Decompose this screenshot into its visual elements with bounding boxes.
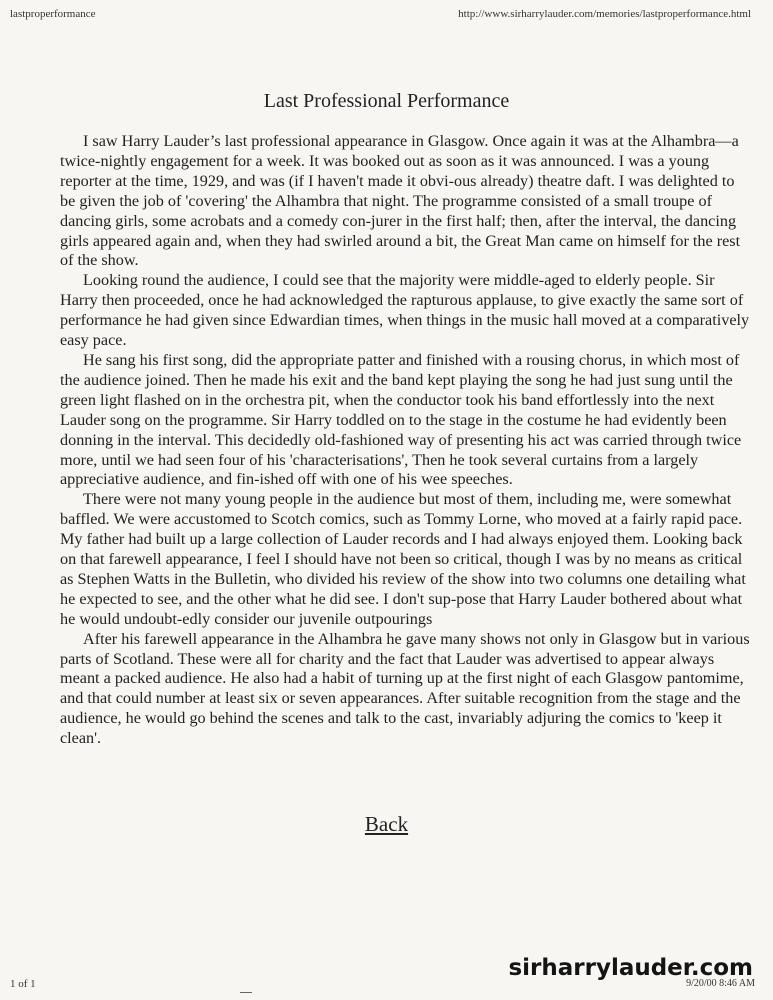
article-body — [60, 132, 752, 749]
paragraph-5: After his farewell appearance in the Alhambra he gave many shows not only in Glasgow but in various parts of Scotland. These were all for charity and the fact that Lauder was advertised to appear always meant a packed audience. He also had a habit of turning up at the first night of each Glasgow pantomime, and that could number at least six or seven appearances. After suitable recognition from the stage and the audience, he would go behind the scenes and talk to the cast, invariably adjuring the comics to 'keep it clean'. — [60, 629, 750, 748]
paragraph-2: Looking round the audience, I could see that the majority were middle-aged to elderly people. Sir Harry then proceeded, once he had acknowledged the rapturous applause, to give exactly the same sort of performance he had given since Edwardian times, when things in the music hall moved at a comparatively easy pace. — [60, 271, 750, 350]
paragraph-1: I saw Harry Lauder’s last professional appearance in Glasgow. Once again it was at the Alhambra—a twice-nightly engagement for a week. It was booked out as soon as it was announced. I was a young reporter at the time, 1929, and was (if I haven't made it obvi-ous already) theatre daft. I was delighted to be given the job of 'covering' the Alhambra that night. The programme consisted of a small troupe of dancing girls, some acrobats and a comedy con-jurer in the first half; then, after the interval, the dancing girls appeared again and, when they had swirled around a bit, the Great Man came on himself for the rest of the show. — [60, 132, 741, 270]
paragraph-3: He sang his first song, did the appropriate patter and finished with a rousing chorus, in which most of the audience joined. Then he made his exit and the band kept playing the song he had just sung until the green light flashed on in the orchestra pit, when the conductor took his band effortlessly into the next Lauder song on the programme. Sir Harry toddled on to the stage in the costume he had evidently been donning in the interval. This decidedly old-fashioned way of presenting his act was carried through twice more, until we had seen four of his 'characterisations', Then he took several curtains from a largely appreciative audience, and fin-ished off with one of his wee speeches. — [60, 350, 742, 489]
back-link[interactable]: Back — [364, 812, 409, 836]
print-header-title: lastproperformance — [10, 8, 96, 20]
site-watermark: sirharrylauder.com — [508, 955, 753, 981]
print-header-url: http://www.sirharrylauder.com/memories/lastproperformance.html — [458, 8, 751, 20]
footer-divider — [240, 992, 252, 993]
page-count: 1 of 1 — [10, 978, 36, 990]
paragraph-4: There were not many young people in the audience but most of them, including me, were somewhat baffled. We were accustomed to Scotch comics, such as Tommy Lorne, who moved at a fairly rapid pace. My father had built up a large collection of Lauder records and I had always enjoyed them. Looking back on that farewell appearance, I feel I should have not been so critical, though I was by no means as critical as Stephen Watts in the Bulletin, who divided his review of the show into two columns one detailing what he expected to see, and the other what he did see. I don't sup-pose that Harry Lauder bothered about what he would undoubt-edly consider our juvenile outpourings — [60, 490, 746, 628]
page-title: Last Professional Performance — [263, 90, 510, 112]
print-timestamp: 9/20/00 8:46 AM — [686, 978, 755, 989]
